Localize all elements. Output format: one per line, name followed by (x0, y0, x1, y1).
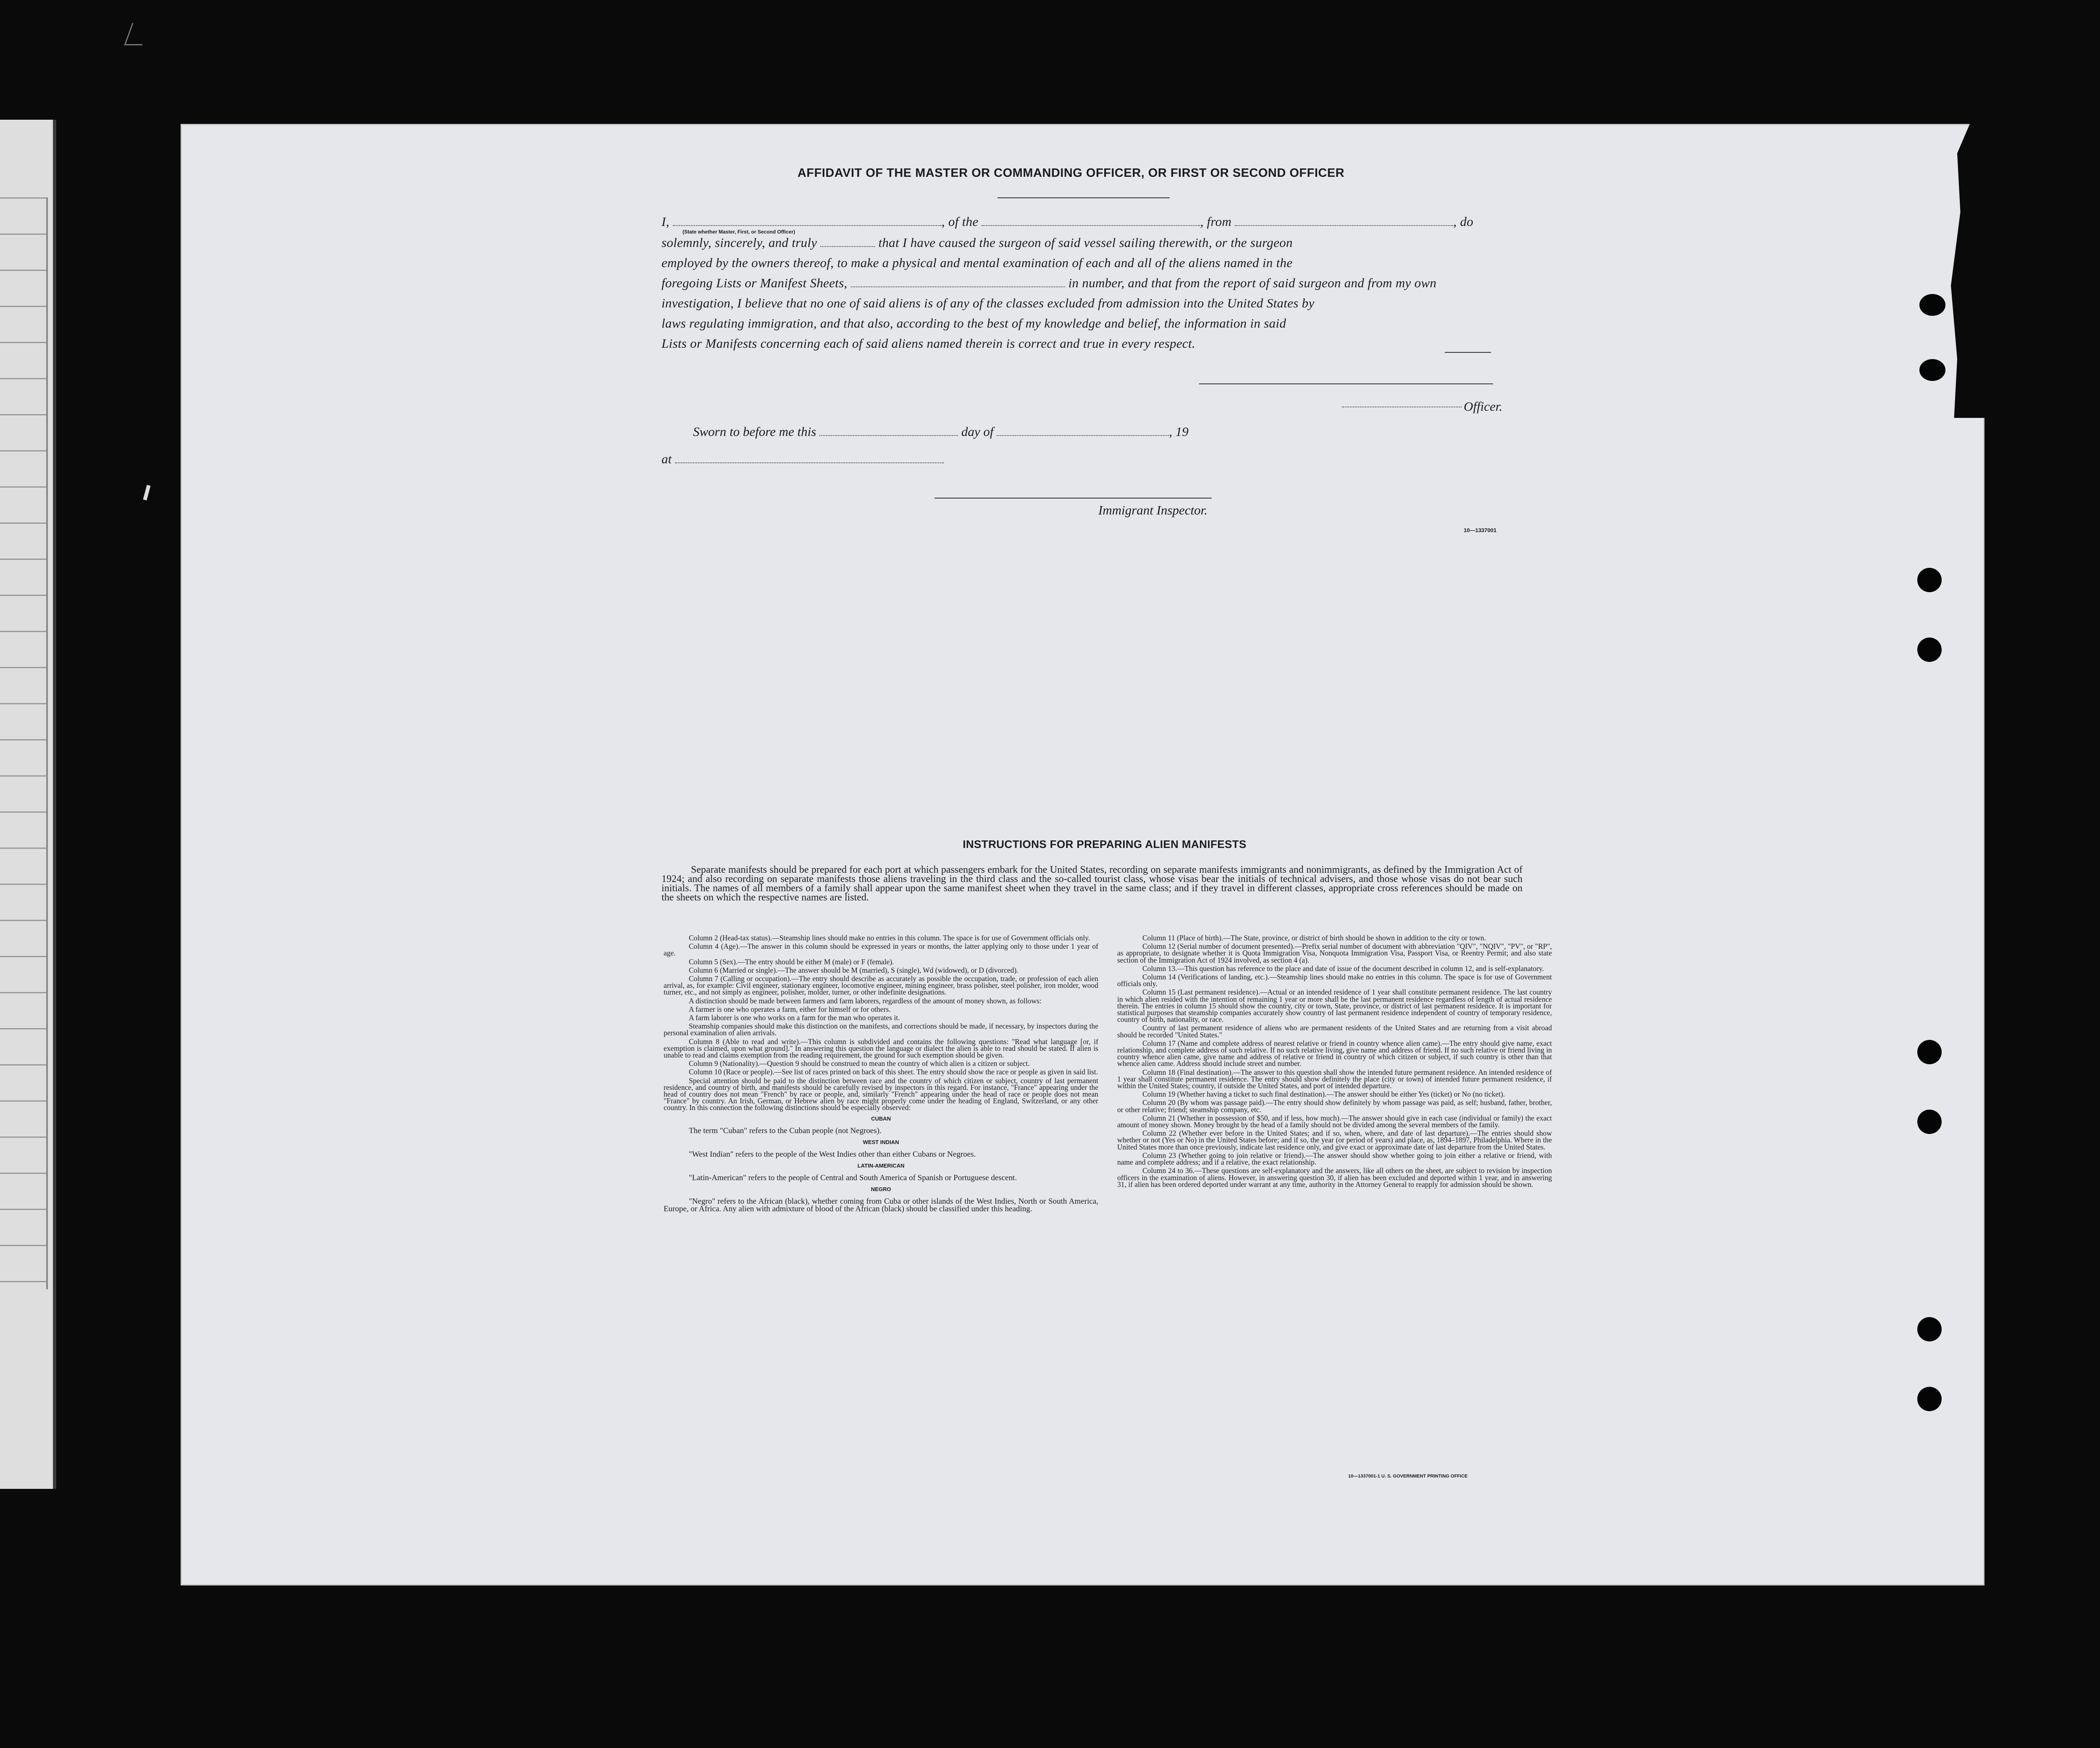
affidavit-line-1 (662, 214, 1473, 229)
instruction-paragraph: Column 19 (Whether having a ticket to such final destination).—The answer should be either Yes (ticket) or No (no ticket). (1142, 1090, 1505, 1099)
instruction-paragraph: Country of last permanent residence of aliens who are permanent residents of the United States and are returning from a visit abroad should be recorded "United States." (1117, 1024, 1552, 1039)
binder-hole (1917, 1317, 1942, 1341)
at-line (662, 451, 944, 467)
instruction-paragraph: Column 23 (Whether going to join relative or friend).—The answer should show whether going to join either a relative or friend, with name and complete address; and if a relative, the exact relationship. (1117, 1151, 1552, 1167)
instruction-paragraph: Column 14 (Verifications of landing, etc.).—Steamship lines should make no entries in this column. The space is for use of Government officials only. (1117, 973, 1552, 988)
instruction-paragraph: A distinction should be made between farmers and farm laborers, regardless of the amount of money shown, as follows: (689, 996, 1042, 1005)
instruction-paragraph: Column 18 (Final destination).—The answer to this question shall show the intended future permanent residence. An intended residence of 1 year shall constitute permanent residence. The entry should show definitely the place (city or town) of intended future permanent residence, if within the United States; country, if outside the United States, and port of intended departure. (1117, 1068, 1552, 1090)
instruction-paragraph: Column 8 (Able to read and write).—This column is subdivided and contains the following questions: "Read what language [or, if exemption is claimed, upon what ground]." In answering this question the language or dialect the alien is able to read should be stated. If alien is unable to read and claims exemption from the reading requirement, the ground for such exemption should be given. (664, 1037, 1098, 1060)
vessel-blank (982, 216, 1200, 226)
instruction-paragraph: Column 21 (Whether in possession of $50, and if less, how much).—The answer should give in each case (individual or family) the exact amount of money shown. Money brought by the head of a family should not be divided among the several members of the family. (1117, 1113, 1552, 1129)
instruction-paragraph: Column 22 (Whether ever before in the United States; and if so, when, where, and date of last departure).—The entries should show whether or not (Yes or No) in the United States before; and if so, the year (or period of years) and place, as, 1894–1897, Philadelphia. Where in the United States more than once previously, indicate last residence only, and give exact or approximate date of last departure from the United States. (1117, 1129, 1552, 1151)
instruction-paragraph: Special attention should be paid to the distinction between race and the country of which citizen or subject, country of last permanent residence, and country of birth, and manifests should be carefully revised by inspectors in this regard. For instance, "France" appearing under the head of country does not mean "French" by race or people, and, similarly "French" appearing under the head of race or people does not mean "France" by country. An Irish, German, or Hebrew alien by race might properly come under the heading of England, Switzerland, or any other country. In this connection the following distinctions should be especially observed: (664, 1076, 1098, 1112)
binder-hole (1917, 568, 1942, 592)
rank-note: (State whether Master, First, or Second Officer) (682, 229, 795, 235)
signature-mark (1445, 352, 1491, 353)
west-indian-text: "West Indian" refers to the people of the West Indies other than either Cubans or Negroes. (689, 1150, 976, 1159)
year-text: , 19 (1169, 424, 1189, 439)
affidavit-caused: that I have caused the surgeon of said vessel sailing therewith, or the surgeon (878, 235, 1293, 250)
inspector-label: Immigrant Inspector. (1098, 503, 1208, 517)
west-indian-heading: WEST INDIAN (863, 1139, 899, 1145)
binder-hole (1917, 1387, 1942, 1411)
latin-american-text: "Latin-American" refers to the people of Central and South America of Spanish or Portuguese descent. (689, 1173, 1017, 1183)
month-blank (997, 426, 1169, 436)
instructions-title: INSTRUCTIONS FOR PREPARING ALIEN MANIFESTS (963, 838, 1247, 850)
instruction-paragraph: Column 7 (Calling or occupation).—The entry should describe as accurately as possible the occupation, trade, or profession of each alien arrival, as, for example: Civil engineer, stationary engineer, locomotive engineer, mining engineer, brass polisher, steel polisher, iron molder, wood turner, etc., and not simply as engineer, polisher, molder, turner, or other indefinite designations. (664, 974, 1098, 997)
day-of-text: day of (961, 424, 994, 439)
affidavit-title: AFFIDAVIT OF THE MASTER OR COMMANDING OFFICER, OR FIRST OR SECOND OFFICER (797, 166, 1345, 180)
instruction-paragraph: Column 12 (Serial number of document presented).—Prefix serial number of document with abbreviation "QIV", "NQIV", "PV", or "RP", as appropriate, to designate whether it is Quota Immigration Visa, Nonquota Immigration Visa, Passport Visa, or Reentry Permit; and also state section of the Immigration Act of 1924 involved, as section 4 (a). (1117, 942, 1552, 964)
port-blank (1235, 216, 1453, 226)
affidavit-line-3: employed by the owners thereof, to make a physical and mental examination of each and all of the aliens named in the (662, 255, 1293, 270)
blank (820, 237, 875, 247)
instruction-paragraph: Column 9 (Nationality).—Question 9 should be construed to mean the country of which alien is a citizen or subject. (689, 1059, 1030, 1068)
instruction-paragraph: Column 24 to 36.—These questions are self-explanatory and the answers, like all others on the sheet, are subject to revision by inspection officers in the examination of aliens. However, in answering question 30, if alien has been excluded and deported within 1 year, and in answering 31, if alien has been ordered deported under warrant at any time, authority in the Attorney General to reapply for admission should be shown. (1117, 1166, 1552, 1189)
printing-office-footer: 10—1337001-1 U. S. GOVERNMENT PRINTING OFFICE (1348, 1474, 1468, 1479)
adjacent-page-grid (0, 197, 48, 1289)
instruction-paragraph: Column 17 (Name and complete address of nearest relative or friend in country whence alien came).—The entry should give name, exact relationship, and complete address of such relative. If no such relative living, give name and address of friend. If no such relative or friend living in country whence alien came, give name and address of relative or friend in country of which citizen or subject, if such country is other than that whence alien came. Address should include street and number. (1117, 1039, 1552, 1068)
instruction-paragraph: Column 6 (Married or single).—The answer should be M (married), S (single), Wd (widowed), or D (divorced). (689, 966, 1018, 974)
affidavit-from: , from (1200, 214, 1232, 229)
binder-hole (1919, 294, 1945, 316)
instructions-right-column (1117, 934, 1552, 1189)
sworn-text: Sworn to before me this (693, 424, 816, 439)
negro-heading: NEGRO (871, 1186, 891, 1193)
affidavit-line-4 (662, 276, 1436, 291)
day-blank (819, 426, 958, 436)
instructions-left-column (664, 934, 1098, 1216)
affidavit-do: , do (1453, 214, 1473, 229)
sheet-count-blank (851, 277, 1065, 287)
affidavit-in-number: in number, and that from the report of said surgeon and from my own (1068, 276, 1437, 290)
instructions-intro: Separate manifests should be prepared for each port at which passengers embark for the United States, recording on separate manifests immigrants and nonimmigrants, as defined by the Immigration Act of 1924; and also recording on separate manifests those aliens traveling in the third class and the so-called tourist class, whose visas bear the initials of technical advisers, and those whose visas do not bear such initials. The names of all members of a family shall appear upon the same manifest sheet when they travel in the same class; and if they travel in different classes, appropriate cross references should be made on the sheets on which the respective names are listed. (662, 864, 1522, 903)
officer-rank-blank (673, 216, 942, 226)
instruction-paragraph: A farmer is one who operates a farm, either for himself or for others. (689, 1005, 891, 1013)
affidavit-i: I, (662, 214, 669, 229)
affidavit-line-6: laws regulating immigration, and that also, according to the best of my knowledge and belief, the information in said (662, 316, 1286, 331)
instruction-paragraph: Column 4 (Age).—The answer in this column should be expressed in years or months, the latter applying only to those under 1 year of age. (664, 942, 1098, 958)
negro-text: "Negro" refers to the African (black), whether coming from Cuba or other islands of the West Indies, North or South America, Europe, or Africa. Any alien with admixture of blood of the African (black) should be classified under this heading. (664, 1197, 1098, 1214)
affidavit-of-the: , of the (941, 214, 979, 229)
instruction-paragraph: Column 2 (Head-tax status).—Steamship lines should make no entries in this column. The space is for use of Government officials only. (689, 934, 1090, 942)
binder-hole (1917, 638, 1942, 662)
instruction-paragraph: Column 5 (Sex).—The entry should be either M (male) or F (female). (689, 957, 894, 966)
affidavit-solemnly: solemnly, sincerely, and truly (662, 235, 817, 250)
instruction-paragraph: A farm laborer is one who works on a farm for the man who operates it. (689, 1013, 900, 1022)
inspector-signature-rule (934, 498, 1212, 499)
instruction-paragraph: Column 10 (Race or people).—See list of races printed on back of this sheet. The entry should show the race or people as given in said list. (689, 1068, 1098, 1076)
adjacent-page-edge (53, 120, 56, 1489)
sworn-line (693, 424, 1189, 439)
affidavit-foregoing: foregoing Lists or Manifest Sheets, (662, 276, 848, 290)
signature-rule (1199, 383, 1493, 384)
cuban-heading: CUBAN (871, 1115, 891, 1122)
affidavit-line-7: Lists or Manifests concerning each of said aliens named therein is correct and true in every respect. (662, 336, 1195, 351)
at-text: at (662, 451, 672, 466)
instruction-paragraph: Column 13.—This question has reference to the place and date of issue of the document described in column 12, and is self-explanatory. (1142, 964, 1544, 973)
affidavit-line-2 (662, 235, 1293, 250)
binder-hole (1917, 1110, 1942, 1134)
instruction-paragraph: Column 11 (Place of birth).—The State, province, or district of birth should be shown in addition to the city or town. (1142, 934, 1486, 942)
affidavit-line-5: investigation, I believe that no one of said aliens is of any of the classes excluded from admission into the United States by (662, 296, 1315, 310)
form-code: 10—1337001 (1464, 527, 1497, 533)
cuban-text: The term "Cuban" refers to the Cuban people (not Negroes). (689, 1126, 882, 1135)
title-underline (998, 197, 1170, 198)
place-blank (675, 453, 944, 463)
binder-hole (1919, 359, 1945, 381)
instruction-paragraph: Column 20 (By whom was passage paid).—The entry should show definitely by whom passage was paid, as self; husband, father, brother, or other relative; friend; steamship company, etc. (1117, 1098, 1552, 1114)
officer-label: Officer. (1464, 399, 1503, 414)
binder-hole (1917, 1040, 1942, 1064)
instruction-paragraph: Column 15 (Last permanent residence).—Actual or an intended residence of 1 year shall constitute permanent residence. The last country in which alien resided with the intention of remaining 1 year or more shall be the last permanent residence regardless of length of actual residence therein. The entries in column 15 should show the country, city or town, State, province, or district of last permanent residence. It is important for statistical purposes that steamship companies accurately show country of last permanent residence independent of country of temporary residence, country of birth, nationality, or race. (1117, 988, 1552, 1024)
latin-american-heading: LATIN-AMERICAN (857, 1163, 905, 1169)
instruction-paragraph: Steamship companies should make this distinction on the manifests, and corrections should be made, if necessary, by inspectors during the personal examination of alien arrivals. (664, 1022, 1098, 1037)
